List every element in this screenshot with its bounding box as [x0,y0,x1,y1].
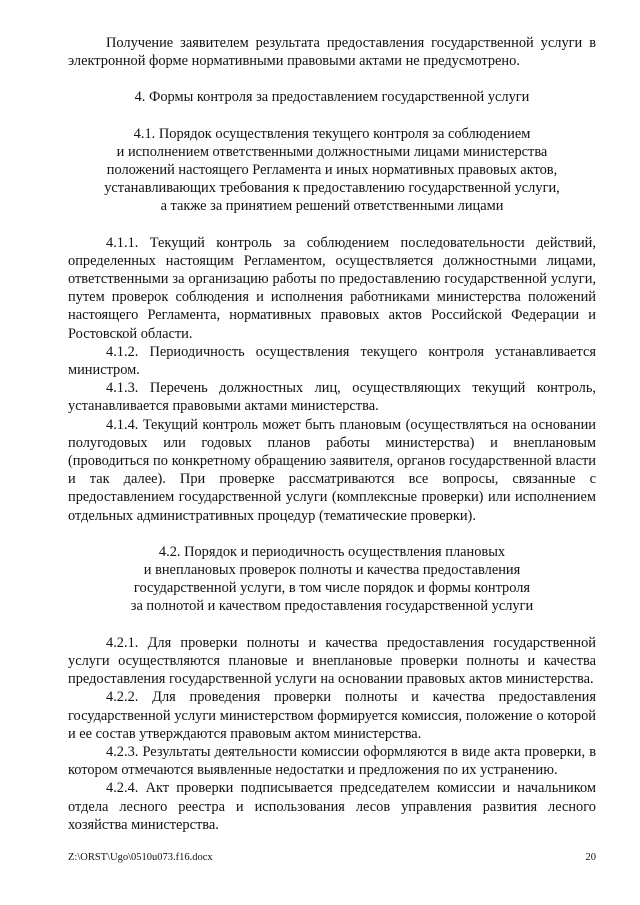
section-4-1-heading [68,125,596,216]
intro-paragraph: Получение заявителем результата предоставления государственной услуги в электронной форме нормативными правовыми актами не предусмотрено. [68,35,596,70]
document-body [68,34,596,834]
spacer [68,70,596,88]
heading-line: устанавливающих требования к предоставлению государственной услуги, [104,180,560,197]
heading-line: 4.2. Порядок и периодичность осуществления плановых [158,543,506,560]
heading-line: и исполнением ответственными должностными лицами министерства [116,143,548,160]
paragraph-4-1-1: 4.1.1. Текущий контроль за соблюдением последовательности действий, определенных настоящим Регламентом, осуществляется должностными лицами, ответственными за организацию работы по предоставлению государственной услуги, путем проверок соблюдения и исполнения работниками министерства положений настоящего Регламента, нормативных правовых актов Российской Федерации и Ростовской области. [68,234,596,342]
section-4-2-heading [68,543,596,616]
paragraph-4-1-2: 4.1.2. Периодичность осуществления текущего контроля устанавливается министром. [68,343,596,379]
heading-line: 4.1. Порядок осуществления текущего контроля за соблюдением [133,125,531,142]
heading-line: положений настоящего Регламента и иных нормативных правовых актов, [106,162,558,179]
spacer [68,216,596,234]
paragraph-4-1-4: 4.1.4. Текущий контроль может быть плановым (осуществляться на основании полугодовых или годовых планов работы министерства) и внеплановым (проводиться по конкретному обращению заявителя, органов государственной власти и так далее). При проверке рассматриваются все вопросы, связанные с предоставлением государственной услуги (комплексные проверки) или исполнением отдельных административных процедур (тематические проверки). [68,416,596,524]
page-number: 20 [585,852,596,863]
paragraph-4-2-3: 4.2.3. Результаты деятельности комиссии оформляются в виде акта проверки, в котором отмечаются выявленные недостатки и предложения по их устранению. [68,743,596,779]
spacer [68,616,596,634]
paragraph-4-2-4: 4.2.4. Акт проверки подписывается председателем комиссии и начальником отдела лесного реестра и использования лесов управления развития лесного хозяйства министерства. [68,780,596,833]
heading-line: и внеплановых проверок полноты и качества предоставления [143,562,521,579]
heading-line: государственной услуги, в том числе порядок и формы контроля [133,580,531,597]
heading-line: за полнотой и качеством предоставления государственной услуги [130,598,534,615]
section-4-heading: 4. Формы контроля за предоставлением государственной услуги [134,89,530,106]
file-path: Z:\ORST\Ugo\0510u073.f16.docx [68,852,213,863]
spacer [68,107,596,125]
paragraph-4-1-3: 4.1.3. Перечень должностных лиц, осуществляющих текущий контроль, устанавливается правовыми актами министерства. [68,380,596,415]
heading-line: а также за принятием решений ответственными лицами [160,198,504,215]
spacer [68,525,596,543]
paragraph-4-2-1: 4.2.1. Для проверки полноты и качества предоставления государственной услуги осуществляются плановые и внеплановые проверки полноты и качества предоставления государственной услуги на основании правовых актов министерства. [68,634,596,688]
paragraph-4-2-2: 4.2.2. Для проведения проверки полноты и качества предоставления государственной услуги министерством формируется комиссия, положение о которой и ее состав утверждаются правовым актом министерства. [68,689,596,742]
